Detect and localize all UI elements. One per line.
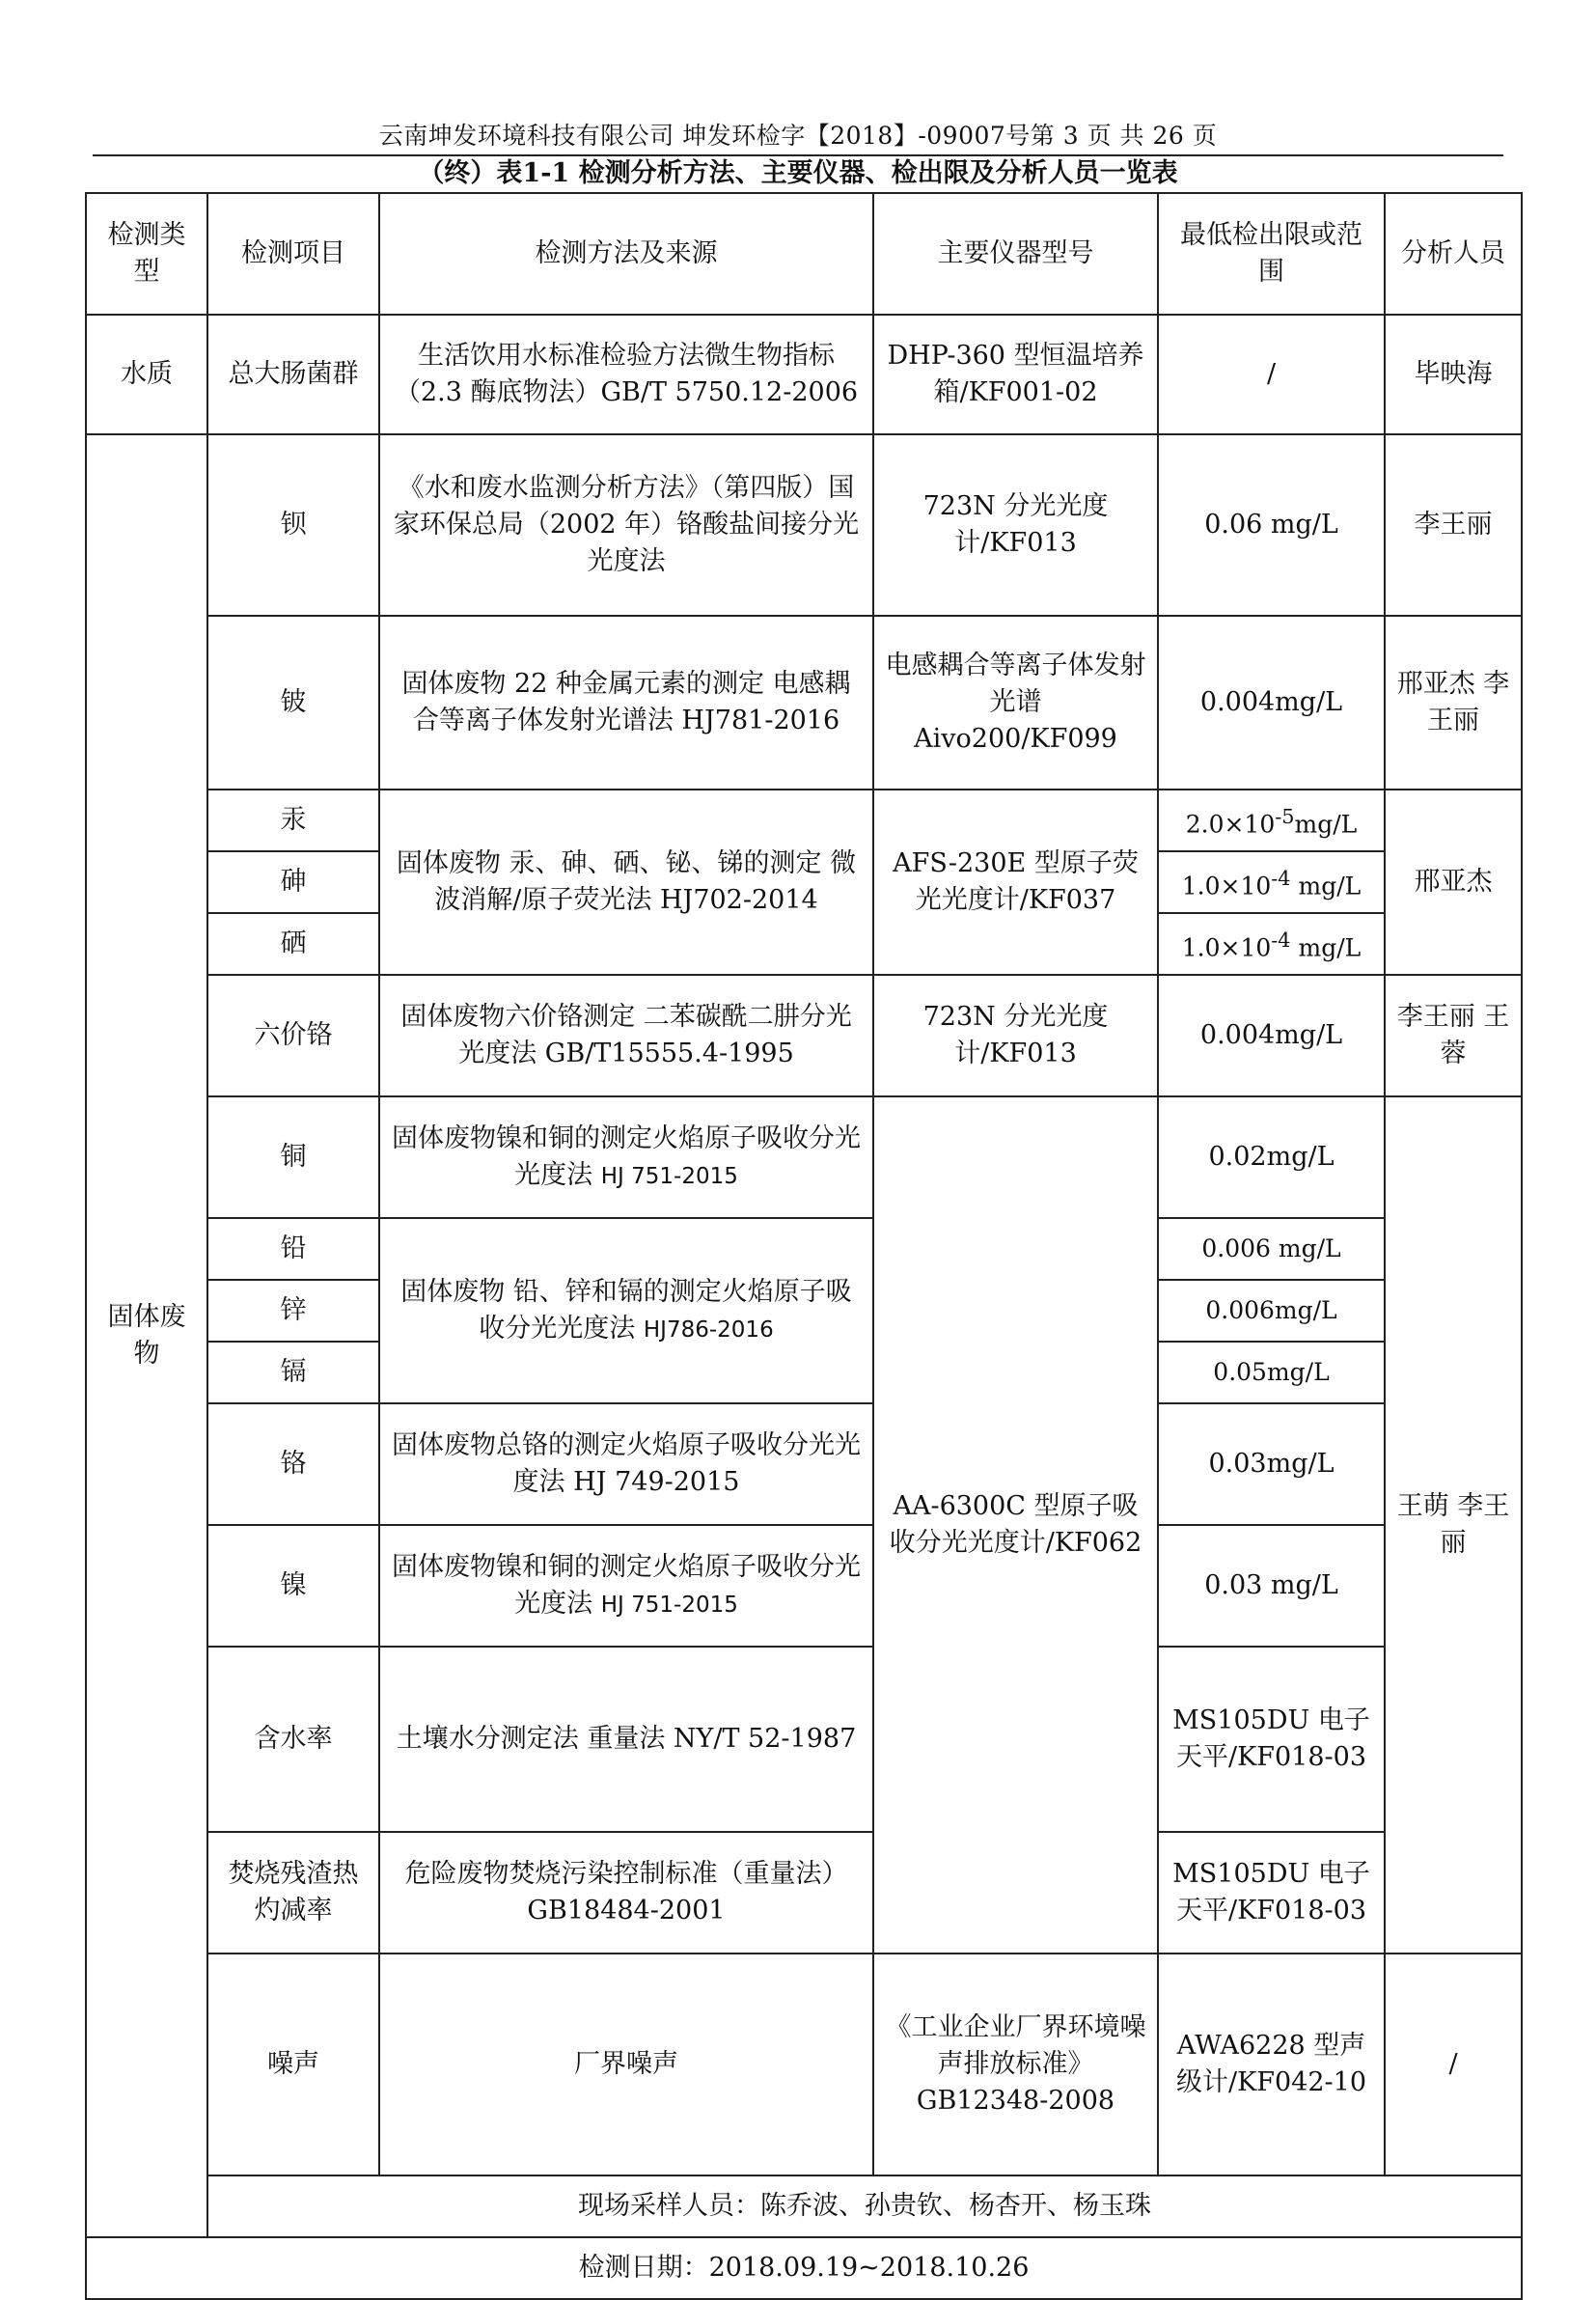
method-cell: 固体废物总铬的测定火焰原子吸收分光光度法 HJ 749-2015 <box>379 1403 873 1525</box>
instrument-cell: AA-6300C 型原子吸收分光光度计/KF062 <box>873 1096 1158 1954</box>
limit-cell: $2.0\times 10^{-5}mg/L$ <box>1158 790 1385 851</box>
samplers-cell: 现场采样人员：陈乔波、孙贵钦、杨杏开、杨玉珠 <box>207 2175 1522 2237</box>
limit-cell: 0.004mg/L <box>1158 975 1385 1096</box>
method-cell: 《水和废水监测分析方法》（第四版）国家环保总局（2002 年）铬酸盐间接分光光度法 <box>379 434 873 616</box>
table-row <box>86 434 1522 616</box>
table-header-row <box>86 193 1522 315</box>
company-name: 云南坤发环境科技有限公司 <box>378 122 674 150</box>
instrument-cell: AFS-230E 型原子荧光光度计/KF037 <box>873 790 1158 975</box>
table-row <box>86 1954 1522 2175</box>
item-cell: 铬 <box>207 1403 379 1525</box>
item-cell: 锌 <box>207 1280 379 1342</box>
analyst-cell: 李王丽 王蓉 <box>1385 975 1522 1096</box>
col-header-limit: 最低检出限或范围 <box>1158 193 1385 315</box>
limit-cell: 0.06 mg/L <box>1158 434 1385 616</box>
item-cell: 焚烧残渣热灼减率 <box>207 1832 379 1954</box>
limit-cell: 0.03mg/L <box>1158 1403 1385 1525</box>
limit-cell: 0.03 mg/L <box>1158 1525 1385 1647</box>
instrument-cell: MS105DU 电子天平/KF018-03 <box>1158 1832 1385 1954</box>
table-row <box>86 1218 1522 1280</box>
col-header-analyst: 分析人员 <box>1385 193 1522 315</box>
table-row <box>86 1403 1522 1525</box>
item-cell: 铍 <box>207 616 379 790</box>
table-title: （终）表1-1 检测分析方法、主要仪器、检出限及分析人员一览表 <box>418 158 1178 188</box>
analyst-cell: 邢亚杰 <box>1385 790 1522 975</box>
page-header <box>93 116 1503 156</box>
col-header-instrument: 主要仪器型号 <box>873 193 1158 315</box>
table-row <box>86 1647 1522 1832</box>
samplers-row <box>86 2175 1522 2237</box>
method-cell: 危险废物焚烧污染控制标准（重量法）GB18484-2001 <box>379 1832 873 1954</box>
limit-cell: 0.004mg/L <box>1158 616 1385 790</box>
item-cell: 含水率 <box>207 1647 379 1832</box>
table-row <box>86 975 1522 1096</box>
item-cell: 铅 <box>207 1218 379 1280</box>
item-cell: 厂界噪声 <box>379 1954 873 2175</box>
item-cell: 钡 <box>207 434 379 616</box>
analyst-cell: 毕映海 <box>1385 315 1522 434</box>
table-row <box>86 1832 1522 1954</box>
detection-methods-table <box>85 192 1523 2300</box>
limit-cell: 0.05mg/L <box>1158 1342 1385 1403</box>
method-cell: 固体废物 铅、锌和镉的测定火焰原子吸收分光光度法 HJ786-2016 <box>379 1218 873 1403</box>
method-cell: 土壤水分测定法 重量法 NY/T 52-1987 <box>379 1647 873 1832</box>
limit-cell: / <box>1158 315 1385 434</box>
limit-cell: 0.02mg/L <box>1158 1096 1385 1218</box>
type-cell-noise: 噪声 <box>207 1954 379 2175</box>
col-header-method: 检测方法及来源 <box>379 193 873 315</box>
method-cell: 固体废物镍和铜的测定火焰原子吸收分光光度法 HJ 751-2015 <box>379 1525 873 1647</box>
instrument-cell: AWA6228 型声级计/KF042-10 <box>1158 1954 1385 2175</box>
table-row <box>86 1096 1522 1218</box>
instrument-cell: 723N 分光光度计/KF013 <box>873 434 1158 616</box>
instrument-cell: DHP-360 型恒温培养箱/KF001-02 <box>873 315 1158 434</box>
method-cell: 固体废物 汞、砷、硒、铋、锑的测定 微波消解/原子荧光法 HJ702-2014 <box>379 790 873 975</box>
method-cell: 固体废物六价铬测定 二苯碳酰二肼分光光度法 GB/T15555.4-1995 <box>379 975 873 1096</box>
instrument-cell: 723N 分光光度计/KF013 <box>873 975 1158 1096</box>
item-cell: 总大肠菌群 <box>207 315 379 434</box>
date-row <box>86 2237 1522 2299</box>
instrument-cell: 电感耦合等离子体发射光谱 Aivo200/KF099 <box>873 616 1158 790</box>
type-cell-solid: 固体废物 <box>86 434 207 2237</box>
limit-cell: $1.0\times 10^{-4}$ mg/L <box>1158 913 1385 975</box>
method-cell: 生活饮用水标准检验方法微生物指标（2.3 酶底物法）GB/T 5750.12-2006 <box>379 315 873 434</box>
limit-cell: 0.006 mg/L <box>1158 1218 1385 1280</box>
item-cell: 铜 <box>207 1096 379 1218</box>
col-header-item: 检测项目 <box>207 193 379 315</box>
method-cell: 固体废物 22 种金属元素的测定 电感耦合等离子体发射光谱法 HJ781-2016 <box>379 616 873 790</box>
table-row <box>86 616 1522 790</box>
item-cell: 汞 <box>207 790 379 851</box>
method-cell: 固体废物镍和铜的测定火焰原子吸收分光光度法 HJ 751-2015 <box>379 1096 873 1218</box>
item-cell: 硒 <box>207 913 379 975</box>
analyst-cell: 王萌 李王丽 <box>1385 1096 1522 1954</box>
analyst-cell: 李王丽 <box>1385 434 1522 616</box>
table-row <box>86 790 1522 851</box>
item-cell: 砷 <box>207 851 379 913</box>
item-cell: 镉 <box>207 1342 379 1403</box>
analyst-cell: 邢亚杰 李王丽 <box>1385 616 1522 790</box>
table-row <box>86 315 1522 434</box>
item-cell: 六价铬 <box>207 975 379 1096</box>
type-cell-water: 水质 <box>86 315 207 434</box>
report-number: 坤发环检字【2018】-09007号第 3 页 共 26 页 <box>682 122 1218 150</box>
date-cell: 检测日期：2018.09.19~2018.10.26 <box>86 2237 1522 2299</box>
col-header-type: 检测类型 <box>86 193 207 315</box>
limit-cell: / <box>1385 1954 1522 2175</box>
limit-cell: 0.006mg/L <box>1158 1280 1385 1342</box>
method-cell: 《工业企业厂界环境噪声排放标准》GB12348-2008 <box>873 1954 1158 2175</box>
instrument-cell: MS105DU 电子天平/KF018-03 <box>1158 1647 1385 1832</box>
limit-cell: $1.0\times 10^{-4}$ mg/L <box>1158 851 1385 913</box>
table-row <box>86 1525 1522 1647</box>
item-cell: 镍 <box>207 1525 379 1647</box>
